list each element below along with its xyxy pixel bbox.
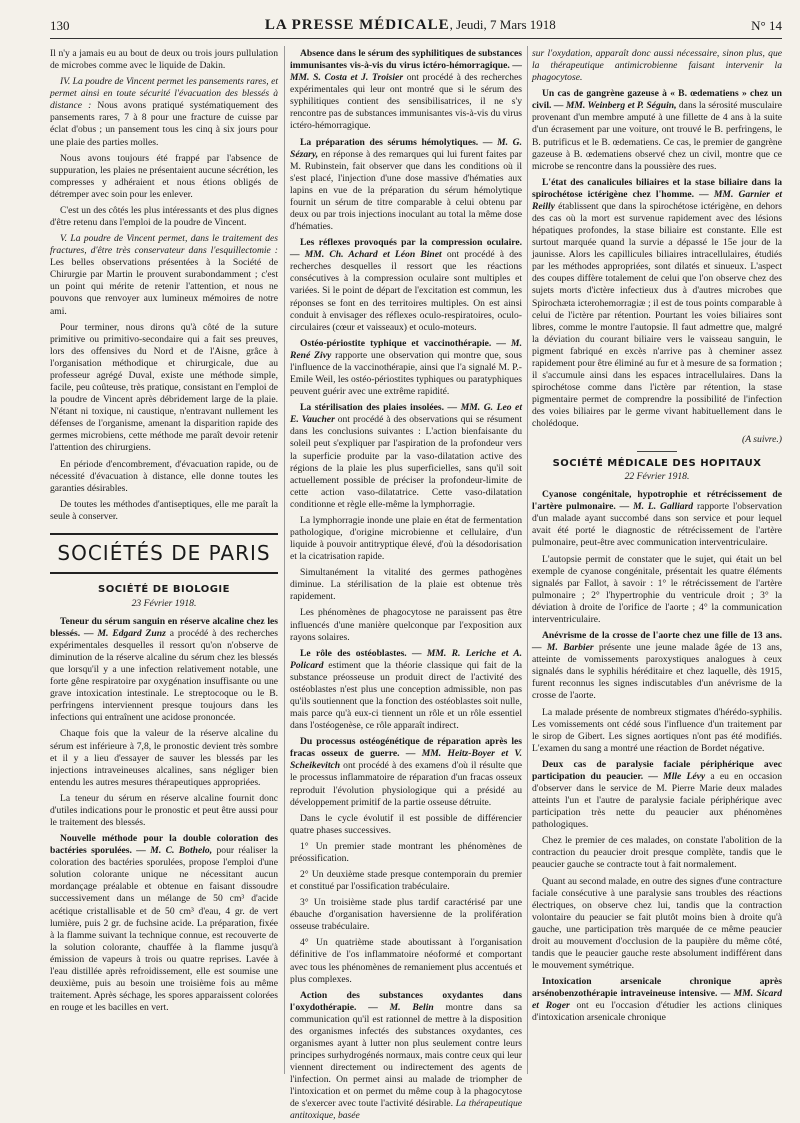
- article-title: Deux cas de paralysie faciale périphérique avec participation du peaucier.: [532, 758, 782, 782]
- article-title: Cyanose congénitale, hypotrophie et rétrécissement de l'artère pulmonaire.: [532, 489, 782, 513]
- paragraph: C'est un des côtés les plus intéressants et des plus dignes d'être retenu dans l'emploi de la poudre de Vincent.: [50, 204, 278, 229]
- article-author: — M. L. Galliard: [615, 501, 694, 513]
- article-title: Du processus ostéogénétique de réparation après les fracas osseux de guerre.: [290, 736, 522, 760]
- column-divider: [284, 46, 285, 1074]
- article-text: rapporte une observation qui montre que, sous l'influence de la vaccinothérapie, ainsi que l'a signalé M. P.-Emile Weil, les ostéo-périostites typhiques ou paratyphiques peuvent guérir avec une extrême rapidité.: [290, 349, 522, 398]
- column-1: [50, 48, 278, 1072]
- journal-title: [265, 17, 556, 34]
- article-title: Action des substances oxydantes dans l'oxydothérapie.: [290, 989, 522, 1013]
- article-text: ont procédé à des recherches expérimentales qui leur ont montré que si le sérum des syphilitiques contient des sensibilisatrices, il ne s'y rencontre pas de substances immunisantes vis-à-vis du virus ictéro-hémorragique.: [290, 72, 522, 132]
- article-author: — Mlle Lévy: [643, 770, 706, 782]
- issue-date: , Jeudi, 7 Mars 1918: [449, 17, 556, 32]
- article: [532, 976, 782, 1024]
- article: [532, 759, 782, 831]
- point-text: Les belles observations présentées à la Société de Chirurgie par Martin le prouvent surabondamment ; c'est un point qui mérite de retenir l'attention, et nous ne pouvons que renvoyer aux lumineux mémoires de notre ami.: [50, 257, 278, 317]
- article: [50, 833, 278, 1014]
- article-text: en réponse à des remarques qui lui furent faites par M. Rubinstein, fait observer que dans les conditions où il s'est placé, l'injection d'une dose massive d'hématies aux lapins en vue de la préparation du sérum hémolytique fournit un sérum de titre comparable à celui obtenu par deux ou par trois injections inoculant au total la même dose d'hématies.: [290, 148, 522, 233]
- article-title: La stérilisation des plaies insolées.: [300, 402, 444, 414]
- article-text: établissent que dans la spirochétose ictérigène, en dehors des cas où la mort est survenue rapidement avec des lésions hépatiques profondes, la stase biliaire est constante. Elle est surtout marquée quand la survie a dépassé le 15e jour de la jaunisse. Alors les capillicules biliaires intracellulaires, étudiés par les méthodes appropriées, sont dilatés et sinueux. L'aspect des coupes diffère totalement de celui que l'on observe chez des sujets morts d'ictère infectieux dus à d'autres microbes que Spirochæta icterohemorragiæ ; il est de tous points comparable à celui de l'ictère par rétention. Pourtant les voies biliaires sont libres, comme le montre l'autopsie. Il faut admettre que, malgré la déviation du courant biliaire vers le vaisseau sanguin, le pigment fabriqué en excès n'arrive pas à cheminer assez rapidement pour être éliminé au fur et à mesure de sa formation ; il s'accumule ainsi dans les espaces intracellulaires. Dans la spirochétose comme dans l'ictère par rétention, la stase pigmentaire permet de comprendre la possibilité de l'infection des voies biliaires par le germe vivant habituellement dans le cholédoque.: [532, 200, 782, 430]
- paragraph: En période d'encombrement, d'évacuation rapide, ou de nécessité d'évacuation à distance, elle donne toutes les garanties désirables.: [50, 458, 278, 494]
- article-author: — MM. Heitz-Boyer et V. Scheikevitch: [290, 748, 522, 772]
- article: [532, 489, 782, 549]
- paragraph: La teneur du sérum en réserve alcaline fournit donc d'utiles indications pour le pronostic et peut être aussi pour le traitement des blessés.: [50, 792, 278, 828]
- article: [532, 630, 782, 702]
- article: [290, 402, 522, 511]
- article-text: rapporte l'observation d'un malade ayant succombé dans son service et pour lequel avait été porté le diagnostic de rétrécissement de l'artère pulmonaire, peut-être avec communication interventriculaire.: [532, 501, 782, 549]
- society-date: 22 Février 1918.: [624, 471, 690, 483]
- point-heading: V. La poudre de Vincent permet, dans le traitement des fractures, d'être très conservateur dans l'esquillectomie :: [50, 233, 278, 257]
- article-text: ont procédé à des observations qui se résument dans les conclusions suivantes : L'action bienfaisante du soleil peut s'expliquer par l'aspiration de la profondeur vers la superficie produite par la vaso-dilatation active des régions de la plaie les plus superficielles, sans qu'il soit actuellement possible de préciser la profondeur-limite de cette action vaso-dilatatrice. Cette vaso-dilatation conditionne et règle elle-même la lymphorragie.: [290, 414, 523, 510]
- paragraph: L'autopsie permit de constater que le sujet, qui était un bel exemple de cyanose congénitale, présentait les quatre éléments signalés par Fallot, à savoir : 1° le rétrécissement de l'artère pulmonaire ; 2° l'hypertrophie du ventricule droit ; 3° la déviation à droite de l'orifice de l'aorte ; 4° la communication interventriculaire.: [532, 553, 782, 625]
- article-text: estiment que la théorie classique qui fait de la substance préosseuse un produit direct de l'activité des ostéoblastes n'est plus une conception admissible, non pas qu'ils soutiennent que la fonction des ostéoblastes soit nulle, mais parce qu'à eux-ci tiennent un rôle et un rôle essentiel dans l'ostéogenèse, ce rôle apparaît indirect.: [290, 659, 522, 732]
- article-author: — MM. Weinberg et P. Séguin,: [551, 100, 677, 112]
- list-item: 2° Un deuxième stade presque contemporain du premier et constitué par l'ossification trabéculaire.: [290, 869, 522, 893]
- article-title: Le rôle des ostéoblastes.: [300, 647, 407, 659]
- article-author: — MM. S. Costa et J. Troisier: [290, 60, 523, 84]
- article-text: ont eu l'occasion d'étudier les actions cliniques d'intoxication arsenicale chronique: [532, 1000, 782, 1024]
- column-3: [532, 48, 782, 1072]
- article-text: a procédé à des recherches expérimentales desquelles il ressort qu'on n'observe de diminution de la réserve alcaline du sérum chez les blessés que lorsqu'il y a une infection relativement notable, une forte gêne respiratoire par oxygénation insuffisante ou une grave intoxication intestinale. Le streptocoque ou le B. perfringens interviennent presque toujours dans les infections qui entraînent une acidose prononcée.: [50, 627, 278, 724]
- to-be-continued: (A suivre.): [742, 434, 782, 446]
- paragraph: Chaque fois que la valeur de la réserve alcaline du sérum est inférieure à 7,8, le pronostic devient très sombre et il y a lieu d'essayer de sauver les blessés par les injections intraveineuses alcalines, sans négliger bien entendu les autres mesures thérapeutiques appropriées.: [50, 728, 278, 788]
- paragraph: [50, 233, 278, 318]
- article-title: Anévrisme de la crosse de l'aorte chez une fille de 13 ans.: [542, 630, 782, 642]
- society-date: 23 Février 1918.: [131, 597, 197, 609]
- article: [290, 48, 522, 133]
- article-text: pour réaliser la coloration des bactéries sporulées, propose l'emploi d'une solution colorante unique ne nécessitant aucun mordançage préalable et obtenue en faisant dissoudre successivement dans un mélange de 50 cm³ d'acide acétique cristallisable et de 50 cm³ d'eau, 4 gr. de vert lumière, puis 2 gr. de fuchsine acide. La préparation, fixée à la flamme suivant la technique connue, est recouverte de la solution colorante, chauffée à la flamme jusqu'à émission de vapeurs à trois ou quatre reprises. Lavée à l'eau distillée après refroidissement, elle est soumise une deuxième, puis au besoin une troisième fois au même traitement. Après séchage, les spores apparaissent colorées en rouge et les bacilles en vert.: [50, 845, 279, 1014]
- article-title: Les réflexes provoqués par la compression oculaire.: [300, 237, 522, 249]
- article-text: montre dans sa communication qu'il est rationnel de mettre à la disposition des organismes infectés des substances oxydantes, ces organismes ayant à lutter non plus seulement contre leurs principes surhydrogénés normaux, mais contre ceux qui leur viennent directement ou indirectement des agents de l'infection. On permet ainsi au malade de triompher de l'intoxication et on permet du même coup à la phagocytose de s'exercer avec toute l'activité désirable.: [290, 1001, 523, 1110]
- paragraph: Nous avons toujours été frappé par l'absence de suppuration, les plaies ne présentaient aucune sécrétion, les compresses y adhéraient et nous étions obligés de détremper avec soin pour les enlever.: [50, 152, 278, 200]
- article-title: Teneur du sérum sanguin en réserve alcaline chez les blessés.: [50, 615, 278, 639]
- article: [290, 990, 522, 1123]
- point-heading: IV. La poudre de Vincent permet les pansements rares, et permet ainsi en toute sécurité l'évacuation des blessés à distance :: [50, 76, 278, 112]
- article-author: — MM. Garnier et Reilly: [532, 188, 782, 212]
- column-divider: [527, 46, 528, 1074]
- article: [50, 616, 278, 725]
- article: [290, 736, 522, 808]
- article-title: L'état des canalicules biliaires et la stase biliaire dans la spirochétose ictérigène chez l'homme.: [532, 176, 782, 200]
- article-title: Nouvelle méthode pour la double coloration des bactéries sporulées.: [50, 833, 278, 857]
- paragraph: La lymphorragie inonde une plaie en état de fermentation pathologique, d'origine microbienne et cellulaire, d'un liquide à pouvoir antitryptique élevé, d'où la désodorisation et la cicatrisation rapide.: [290, 514, 522, 563]
- paragraph: La malade présente de nombreux stigmates d'hérédo-syphilis. Les vomissements ont cédé sous l'influence d'un traitement par le sirop de Gibert. Les signes aortiques n'ont pas été modifiés. L'examen du sang a montré une réaction de Bordet négative.: [532, 706, 782, 754]
- article-author: — MM. R. Leriche et A. Policard: [290, 647, 522, 671]
- article-author: — MM. G. Leo et E. Vaucher: [290, 402, 522, 426]
- column-2: [290, 48, 523, 1122]
- paragraph: [50, 76, 278, 148]
- article-author: — M. Belin: [356, 1001, 434, 1013]
- page-header: [50, 12, 782, 39]
- page-number: 130: [50, 18, 70, 33]
- paragraph: Dans le cycle évolutif il est possible de différencier quatre phases successives.: [290, 812, 522, 836]
- divider: [637, 451, 677, 452]
- article-text: dans la sérosité musculaire provenant d'un membre amputé à une fillette de 4 ans à la suite d'un écrasement par une voiture, ont trouvé le B. perfringens, le B. putrificus et le B. œdematiens. Ce cas, le premier de gangrène gazeuse à B. œdematiens observé chez un civil, montre que ce microbe se rencontre dans la poussière des rues.: [532, 100, 782, 172]
- article-author: — M. Edgard Zunz: [80, 627, 166, 639]
- society-heading: SOCIÉTÉ MÉDICALE DES HOPITAUX: [552, 457, 762, 469]
- paragraph: Chez le premier de ces malades, on constate l'abolition de la contraction du peaucier droit presque complète, tandis que le peaucier gauche se contracte tout à fait normalement.: [532, 835, 782, 871]
- article-title: La préparation des sérums hémolytiques.: [300, 136, 479, 148]
- article-title: Un cas de gangrène gazeuse à « B. œdematiens » chez un civil.: [532, 88, 782, 112]
- article: [290, 648, 522, 733]
- article-author: — M. René Zivy: [290, 337, 522, 361]
- article-text: ont procédé à des recherches desquelles il ressort que les réactions consécutives à la compression oculaire sont multiples et variées. Si le point de départ de l'excitation est commun, les réponses se font en des territoires multiples. On est ainsi conduit à envisager des réflexes oculo-respiratoires, oculo-circulaires (cœur et vaisseaux) et oculo-moteurs.: [290, 249, 522, 333]
- paragraph: Les phénomènes de phagocytose ne paraissent pas être influencés d'une manière quelconque par l'exposition aux rayons solaires.: [290, 607, 522, 643]
- article: [290, 338, 522, 398]
- paragraph: Quant au second malade, en outre des signes d'une contracture faciale consécutive à une paralysie sans troubles des réactions électriques, on observe chez lui, tandis que la contraction volontaire du peaucier se fait plutôt moins bien à droite qu'à gauche, une participation très marquée de ce même peaucier droit au mouvement d'occlusion de la paupière du même côté, tandis que le peaucier gauche reste absolument indifférent dans le mouvement symétrique.: [532, 875, 782, 972]
- section-title: SOCIÉTÉS DE PARIS: [50, 533, 278, 574]
- list-item: 1° Un premier stade montrant les phénomènes de préossification.: [290, 840, 522, 864]
- article-author: — M. G. Sézary,: [290, 136, 522, 160]
- paragraph: Il n'y a jamais eu au bout de deux ou trois jours pullulation de microbes comme avec le liquide de Dakin.: [50, 48, 278, 72]
- article-author: — MM. Ch. Achard et Léon Binet: [290, 249, 442, 261]
- paragraph: sur l'oxydation, apparaît donc aussi nécessaire, sinon plus, que la thérapeutique antimicrobienne faisant intervenir la phagocytose.: [532, 48, 782, 84]
- article: [290, 237, 522, 334]
- article: [290, 137, 522, 234]
- article-text-italic: La thérapeutique antitoxique, basée: [290, 1098, 523, 1122]
- paragraph: Simultanément la vitalité des germes pathogènes diminue. La stérilisation de la plaie est obtenue très rapidement.: [290, 567, 522, 603]
- article-title: Absence dans le sérum des syphilitiques de substances immunisantes vis-à-vis du virus ictéro-hémorragique.: [290, 48, 522, 72]
- point-text: Nous avons pratiqué systématiquement des pansements rares, 7 à 8 pour une fracture de cuisse par éclat d'obus ; un pansement tous les cinq à six jours pour une plaie des parties molles.: [50, 100, 278, 148]
- article-author: — MM. Sicard et Roger: [532, 988, 782, 1012]
- article-author: — M. C. Bothelo,: [131, 845, 213, 857]
- article-text: ont procédé à des examens d'où il résulte que le processus inflammatoire de réparation d'un fracas osseux reproduit l'évolution physiologique qui a présidé au développement primitif de la partie osseuse détruite.: [290, 760, 522, 808]
- list-item: 3° Un troisième stade plus tardif caractérisé par une ébauche d'organisation haversienne de la prolifération osseuse trabéculaire.: [290, 897, 522, 933]
- paragraph: Pour terminer, nous dirons qu'à côté de la suture primitive ou primitivo-secondaire qui a fait ses preuves, lors des offensives du Nord et de l'Aisne, grâce à l'organisation méthodique et chirurgicale, due au professeur agrégé Duval, existe une méthode simple, facile, peu coûteuse, très pratique, consistant en l'emploi de la poudre de Vincent après débridement large de la plaie. N'étant ni toxique, ni caustique, n'entravant nullement les défenses de l'organisme, amenant la disparition rapide des germes microbiens, cette méthode me paraît devoir retenir l'attention des chirurgiens.: [50, 321, 278, 454]
- article-author: — M. Barbier: [532, 642, 594, 654]
- article: [532, 177, 782, 431]
- society-heading: SOCIÉTÉ DE BIOLOGIE: [98, 584, 230, 596]
- article-text: a eu en occasion d'observer dans le service de M. Pierre Marie deux malades atteints l'un et l'autre de paralysie faciale périphérique avec participation très nette du peaucier aux phénomènes pathologiques.: [532, 770, 783, 831]
- article-title: Ostéo-périostite typhique et vaccinothérapie.: [300, 337, 492, 349]
- issue-number: N° 14: [751, 18, 782, 33]
- article-title: Intoxication arsenicale chronique après arsénobenzothérapie intraveineuse intensive.: [532, 976, 782, 1000]
- paragraph: De toutes les méthodes d'antiseptiques, elle me paraît la seule à conserver.: [50, 498, 278, 522]
- journal-name: LA PRESSE MÉDICALE: [264, 17, 450, 33]
- article-text: présente une jeune malade âgée de 13 ans, atteinte de vomissements paroxystiques analogues à ceux signalés dans le syphilis héréditaire et chez laquelle, dès 1915, furent reconnus les signes indiscutables d'un anévrisme de la crosse de l'aorte.: [532, 642, 783, 702]
- article: [532, 88, 782, 173]
- list-item: 4° Un quatrième stade aboutissant à l'organisation définitive de l'os inflammatoire néoformé et comportant avec tous les phénomènes de remaniement plus accentués et plus complexes.: [290, 937, 522, 985]
